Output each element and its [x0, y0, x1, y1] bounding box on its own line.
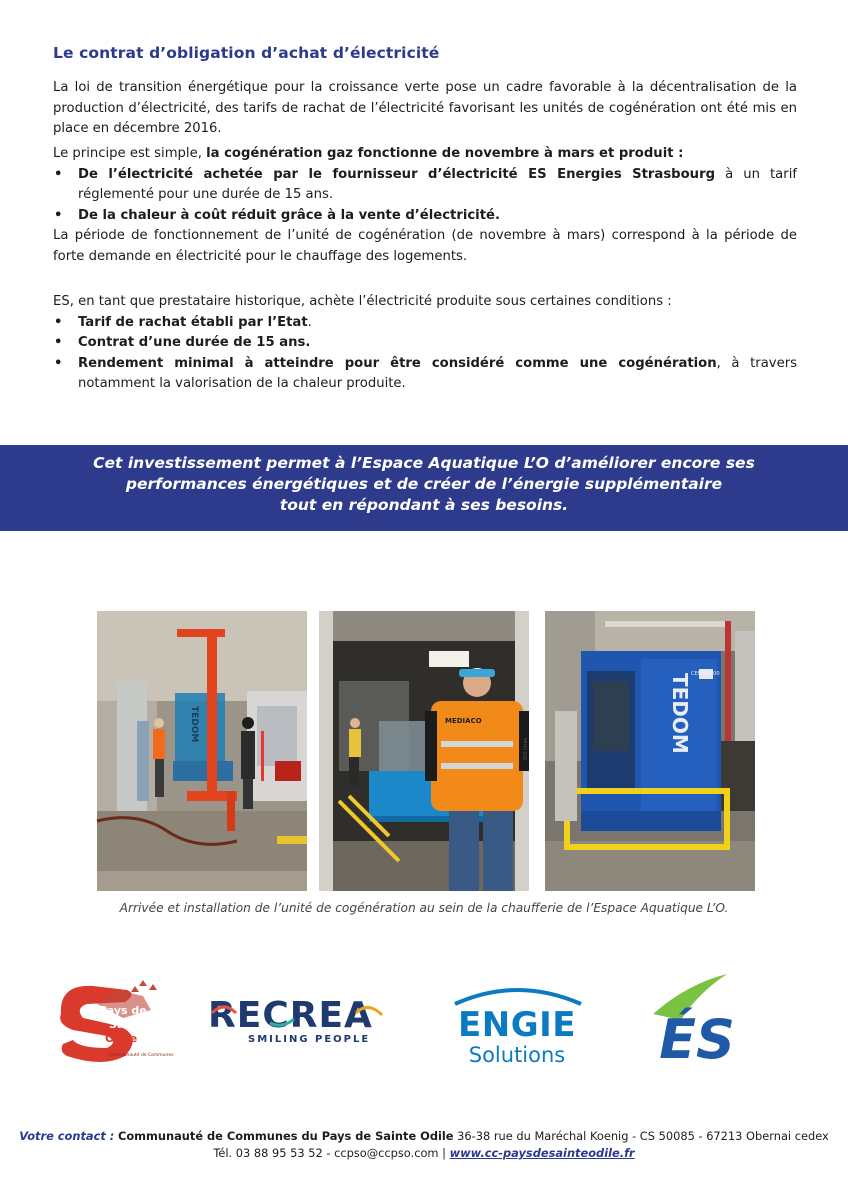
logo-es	[647, 974, 747, 1071]
footer-org: Communauté de Communes du Pays de Sainte Odile	[117, 1129, 454, 1143]
banner-line: performances énergétiques et de créer de l’énergie supplémentaire	[125, 475, 723, 493]
tedom-label: TEDOM	[189, 706, 199, 743]
list-item-text: , à travers notamment la valorisation de la chaleur produite.	[78, 355, 797, 391]
photo-arrival-crane	[97, 611, 307, 891]
footer-address: 36-38 rue du Maréchal Koenig - CS 50085 - 67213 Obernai cedex	[453, 1129, 829, 1143]
highlight-banner	[0, 445, 848, 531]
list-item-bold: Rendement minimal à atteindre pour être considéré comme une cogénération	[78, 355, 717, 371]
list-item	[53, 206, 797, 227]
pso-line3: Odile	[105, 1032, 138, 1045]
pso-sub: Communauté de Communes	[109, 1053, 174, 1058]
list-item-bold: Tarif de rachat établi par l’Etat	[78, 314, 308, 330]
conditions-intro: ES, en tant que prestataire historique, achète l’électricité produite sous certaines conditions :	[53, 294, 672, 309]
principle-list	[53, 165, 797, 227]
list-item	[53, 354, 797, 395]
footer-line-1	[0, 1128, 848, 1145]
logo-recrea	[206, 993, 404, 1045]
principle-block	[53, 144, 797, 226]
principle-intro-text: Le principe est simple,	[53, 146, 207, 161]
list-item-text: .	[307, 314, 312, 330]
contact-footer	[0, 1128, 848, 1162]
footer-phone-email: Tél. 03 88 95 53 52 - ccpso@ccpso.com |	[213, 1146, 450, 1160]
es-name: ÉS	[659, 1008, 735, 1071]
paragraph-intro: La loi de transition énergétique pour la croissance verte pose un cadre favorable à la décentralisation de la production d’électricité, des tarifs de rachat de l’électricité favorisant les unités de cogénération ont été mis en place en décembre 2016.	[53, 80, 797, 136]
pso-line1: Pays de	[99, 1004, 147, 1017]
principle-intro	[53, 144, 797, 165]
vest-label: MEDIACO	[445, 717, 482, 725]
footer-label: Votre contact :	[19, 1129, 115, 1143]
banner-line: tout en répondant à ses besoins.	[279, 496, 569, 514]
pso-line2: Sainte	[109, 1018, 149, 1031]
banner-line: Cet investissement permet à l’Espace Aquatique L’O d’améliorer encore ses	[93, 454, 755, 472]
list-item-bold: De la chaleur à coût réduit grâce à la vente d’électricité.	[78, 207, 500, 223]
footer-line-2	[0, 1145, 848, 1162]
list-item-bold: De l’électricité achetée par le fournisseur d’électricité ES Energies Strasbourg	[78, 166, 716, 182]
model-label: CENTO 200	[691, 671, 720, 677]
paragraph-period: La période de fonctionnement de l’unité de cogénération (de novembre à mars) correspond à la période de forte demande en électricité pour le chauffage des logements.	[53, 228, 797, 264]
photo-worker-vest	[319, 611, 529, 891]
list-item	[53, 333, 797, 354]
logo-pays-sainte-odile	[53, 976, 174, 1066]
conditions-block	[53, 292, 797, 395]
logo-engie-solutions	[441, 986, 593, 1068]
list-item	[53, 313, 797, 334]
footer-website-link[interactable]: www.cc-paysdesainteodile.fr	[449, 1146, 635, 1160]
conditions-list	[53, 313, 797, 395]
recrea-name: RECREA	[208, 995, 373, 1036]
list-item-bold: Contrat d’une durée de 15 ans.	[78, 335, 311, 350]
photo-caption: Arrivée et installation de l’unité de cogénération au sein de la chaufferie de l’Espace Aquatique L’O.	[119, 901, 729, 915]
photo-installed-unit	[523, 611, 755, 891]
engie-name: ENGIE	[458, 1005, 576, 1045]
section-title: Le contrat d’obligation d’achat d’électricité	[53, 44, 440, 62]
engie-sub: Solutions	[468, 1043, 566, 1067]
list-item	[53, 165, 797, 206]
tedom-logo-text: TEDOM	[668, 673, 692, 754]
principle-intro-bold: la cogénération gaz fonctionne de novembre à mars et produit :	[206, 146, 684, 161]
tank-label: 350 litres	[523, 737, 529, 761]
list-item-text: à un tarif réglementé pour une durée de 15 ans.	[78, 166, 797, 202]
recrea-tagline: SMILING PEOPLE	[248, 1034, 371, 1045]
